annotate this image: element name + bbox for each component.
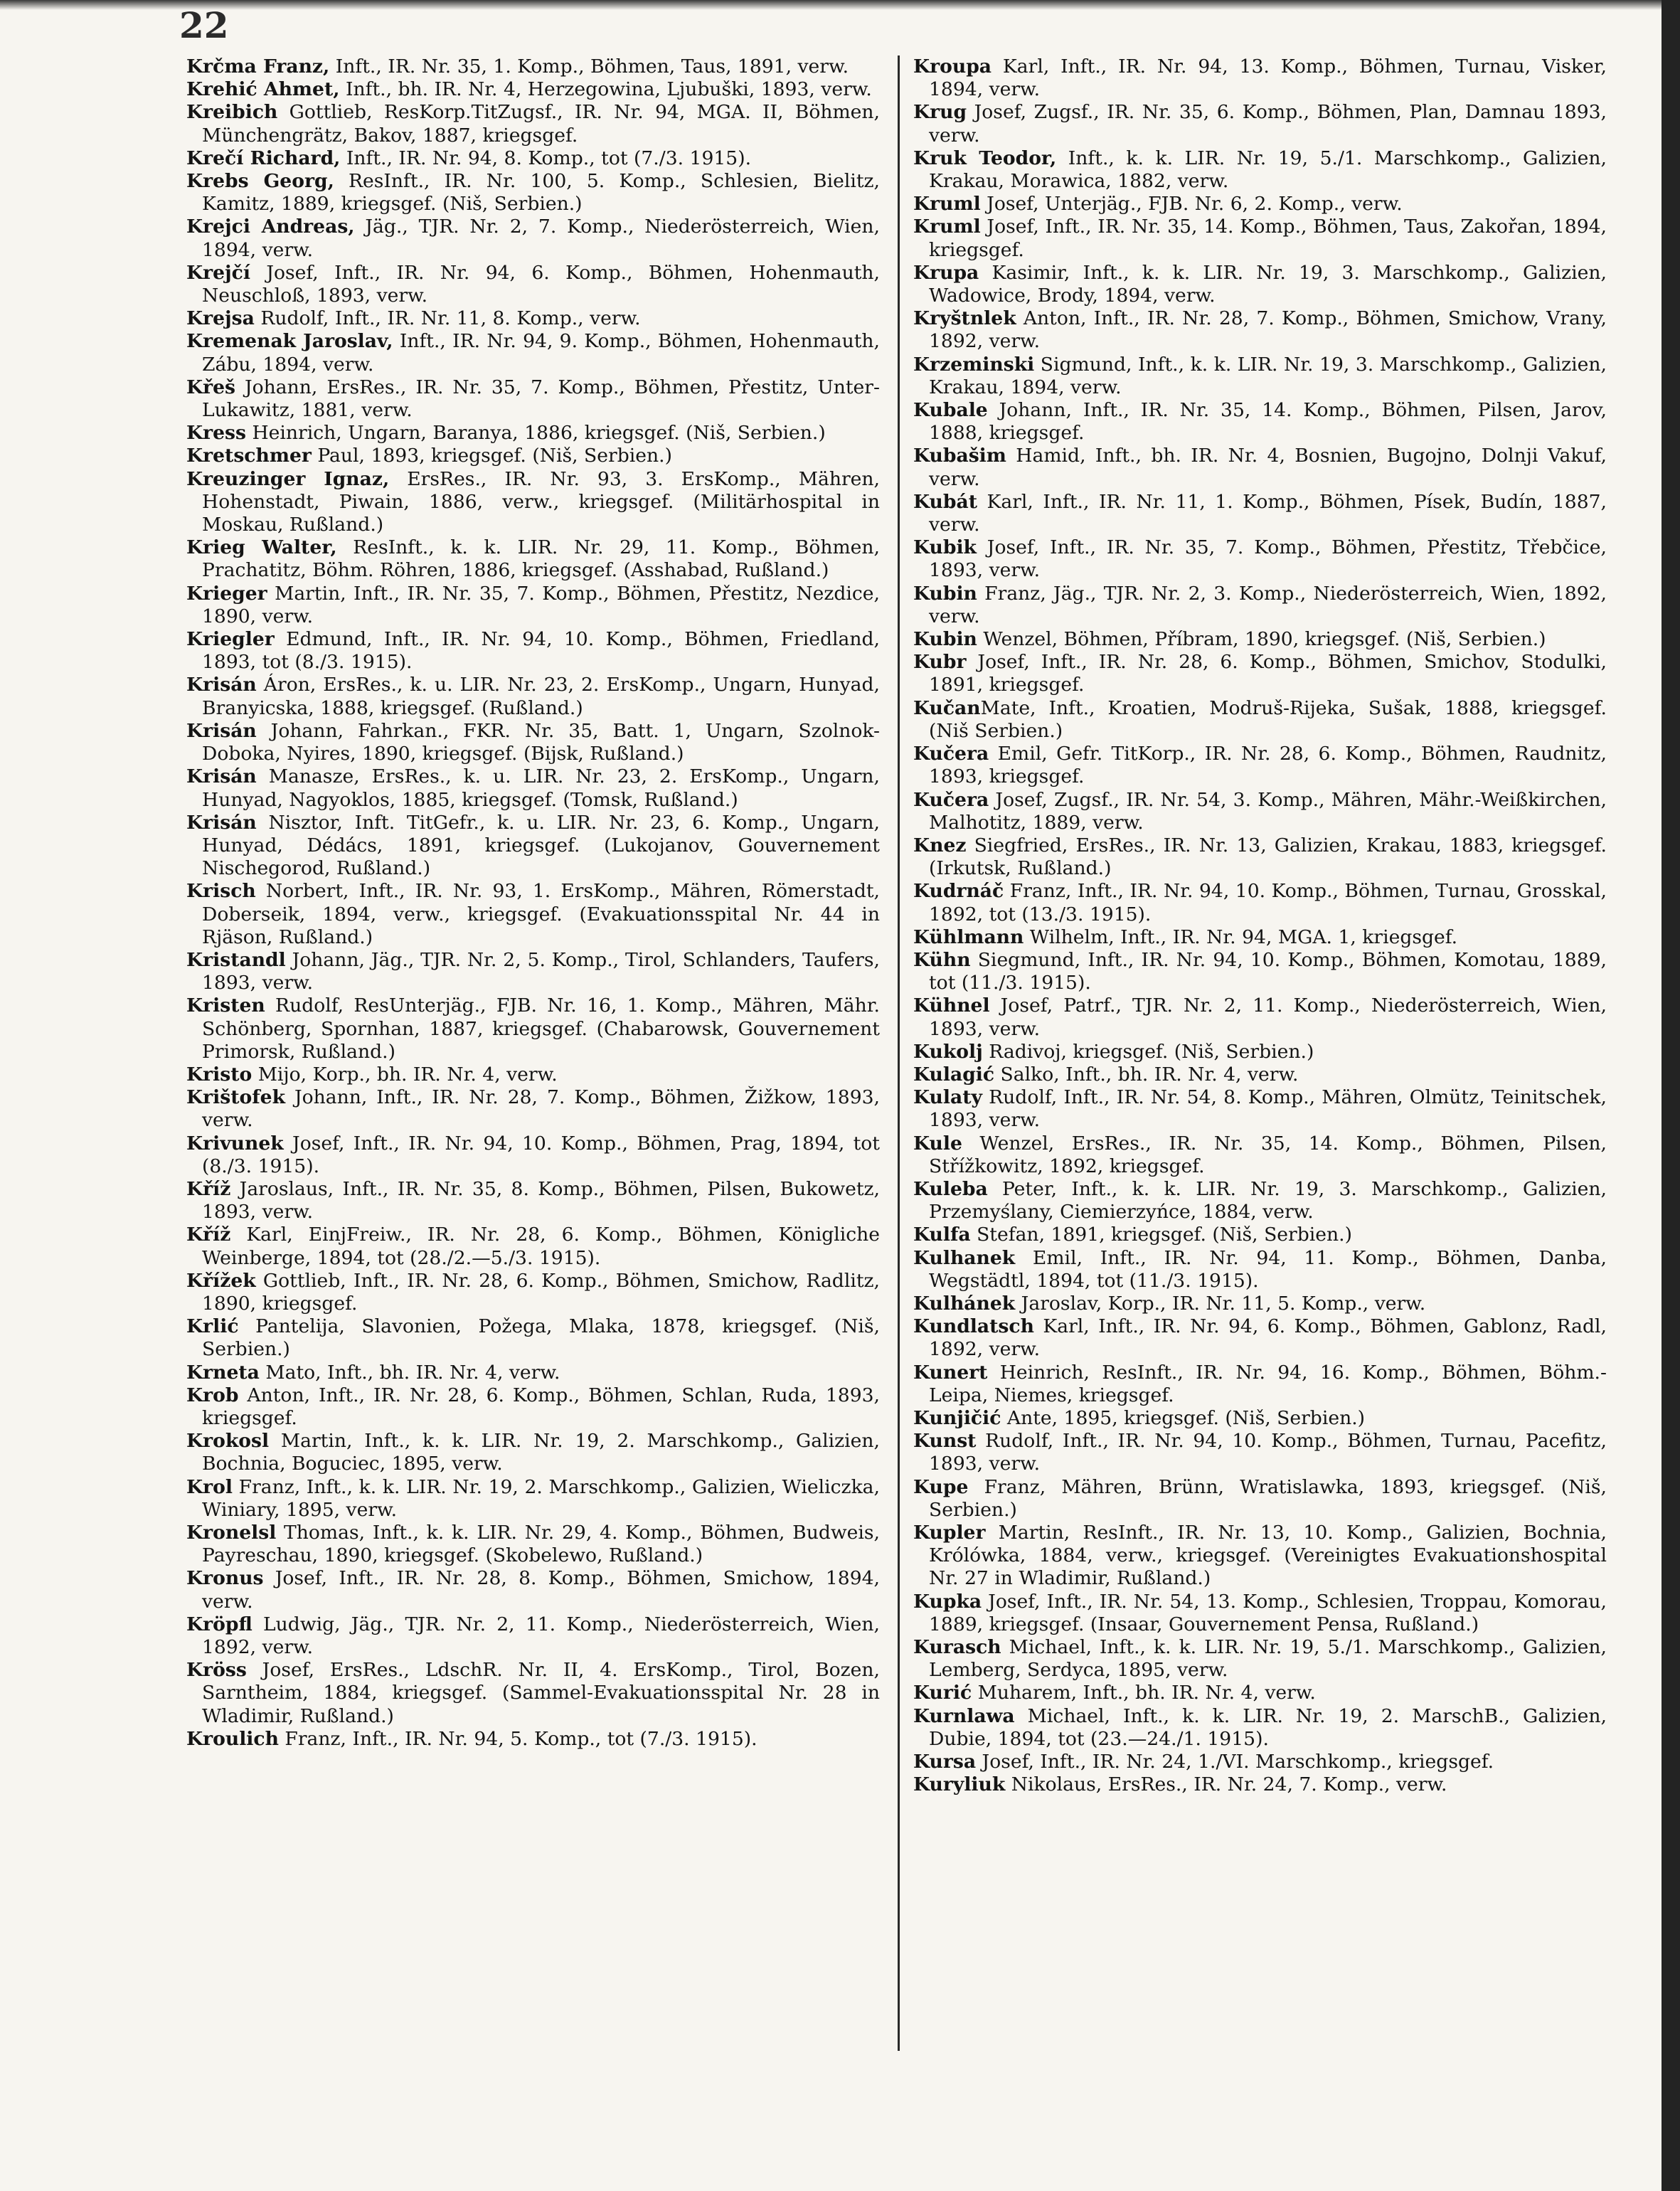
list-entry [186,330,880,376]
entry-details: Anton, Inft., IR. Nr. 28, 7. Komp., Böhmen, Smichow, Vrany, 1892, verw. [929,307,1607,353]
list-entry [913,834,1607,880]
list-entry [186,422,880,445]
entry-details: Karl, EinjFreiw., IR. Nr. 28, 6. Komp., Böhmen, Königliche Weinberge, 1894, tot (28./2.—5./3. 1915). [202,1224,880,1269]
list-entry [186,170,880,216]
list-entry [913,1178,1607,1224]
list-entry [186,1270,880,1315]
entry-surname: Krebs Georg, [186,170,334,193]
list-entry [186,765,880,811]
entry-surname: Kröss [186,1659,247,1682]
list-entry [186,1384,880,1430]
entry-details: Siegmund, Inft., IR. Nr. 94, 10. Komp., Böhmen, Komotau, 1889, tot (11./3. 1915). [929,948,1607,994]
entry-surname: Krejci Andreas, [186,216,355,238]
entry-surname: Kursa [913,1751,977,1773]
entry-details: ResInft., IR. Nr. 100, 5. Komp., Schlesien, Bielitz, Kamitz, 1889, kriegsgef. (Niš, Serbien.) [202,170,880,216]
list-entry [186,1315,880,1361]
entry-surname: Kundlatsch [913,1315,1034,1338]
entry-surname: Kučan [913,696,981,719]
entry-surname: Krokosl [186,1430,270,1453]
entry-surname: Krupa [913,261,979,284]
list-entry [913,399,1607,445]
list-entry [186,1476,880,1522]
entry-surname: Kuleba [913,1177,988,1200]
entry-surname: Kunert [913,1361,988,1384]
entry-details: Jaroslaus, Inft., IR. Nr. 35, 8. Komp., Böhmen, Pilsen, Bukowetz, 1893, verw. [202,1177,880,1224]
entry-surname: Krzeminski [913,353,1035,376]
entry-details: Thomas, Inft., k. k. LIR. Nr. 29, 4. Komp., Böhmen, Budweis, Payreschau, 1890, kriegsgef. (Skobelewo, Rußland.) [202,1522,880,1567]
entry-details: Mijo, Korp., bh. IR. Nr. 4, verw. [252,1063,558,1086]
list-entry [913,536,1607,582]
list-entry [913,926,1607,949]
entry-details: Nikolaus, ErsRes., IR. Nr. 24, 7. Komp., verw. [1005,1773,1447,1796]
list-entry [186,307,880,330]
list-entry [186,376,880,422]
entry-details: Josef, Unterjäg., FJB. Nr. 6, 2. Komp., verw. [980,193,1403,216]
entry-details: Josef, Inft., IR. Nr. 35, 14. Komp., Böhmen, Taus, Zakořan, 1894, kriegsgef. [929,216,1607,261]
entry-surname: Krug [913,101,967,124]
list-entry [186,812,880,881]
entry-surname: Kröpfl [186,1613,252,1635]
list-entry [186,583,880,628]
entry-surname: Kulhanek [913,1246,1016,1269]
entry-surname: Krejčí [186,261,250,284]
list-entry [186,1224,880,1269]
entry-surname: Krieg Walter, [186,536,337,559]
entry-surname: Kupka [913,1590,982,1613]
list-entry [186,1178,880,1224]
entry-details: Josef, Inft., IR. Nr. 54, 13. Komp., Schlesien, Troppau, Komorau, 1889, kriegsgef. (Insaar, Gouvernement Pensa, Rußland.) [929,1590,1607,1635]
list-entry [913,1362,1607,1407]
entry-details: Inft., IR. Nr. 35, 1. Komp., Böhmen, Taus, 1891, verw. [329,55,849,78]
list-entry [186,147,880,170]
list-entry [186,536,880,582]
entry-details: Kasimir, Inft., k. k. LIR. Nr. 19, 3. Marschkomp., Galizien, Wadowice, Brody, 1894, verw. [929,261,1607,307]
entry-surname: Kunst [913,1430,977,1453]
entry-details: Josef, Inft., IR. Nr. 94, 6. Komp., Böhmen, Hohenmauth, Neuschloß, 1893, verw. [202,261,880,307]
entry-details: Martin, Inft., k. k. LIR. Nr. 19, 2. Marschkomp., Galizien, Bochnia, Boguciec, 1895, verw. [202,1430,880,1475]
list-entry [913,1751,1607,1773]
entry-surname: Krlić [186,1315,239,1338]
entry-details: Gottlieb, Inft., IR. Nr. 28, 6. Komp., Böhmen, Smichow, Radlitz, 1890, kriegsgef. [202,1269,880,1315]
entry-details: Wenzel, ErsRes., IR. Nr. 35, 14. Komp., Böhmen, Pilsen, Střížkowitz, 1892, kriegsgef. [929,1132,1607,1177]
entry-surname: Krištofek [186,1086,286,1109]
entry-details: Ludwig, Jäg., TJR. Nr. 2, 11. Komp., Niederösterreich, Wien, 1892, verw. [202,1613,880,1659]
entry-surname: Kroupa [913,55,992,78]
entry-details: Stefan, 1891, kriegsgef. (Niš, Serbien.) [970,1224,1352,1246]
list-entry [913,216,1607,261]
list-entry [913,1041,1607,1063]
entry-details: Franz, Jäg., TJR. Nr. 2, 3. Komp., Niederösterreich, Wien, 1892, verw. [929,582,1607,627]
entry-details: ErsRes., IR. Nr. 93, 3. ErsKomp., Mähren, Hohenstadt, Piwain, 1886, verw., kriegsgef. (Militärhospital in Moskau, Rußland.) [202,467,880,536]
entry-surname: Kříž [186,1177,231,1200]
entry-surname: Kretschmer [186,445,312,467]
entry-details: Josef, Patrf., TJR. Nr. 2, 11. Komp., Niederösterreich, Wien, 1893, verw. [929,994,1607,1040]
entry-surname: Krol [186,1475,233,1498]
entry-details: Rudolf, Inft., IR. Nr. 11, 8. Komp., verw. [254,307,641,330]
entry-details: Josef, Inft., IR. Nr. 35, 7. Komp., Böhmen, Přestitz, Třebčice, 1893, verw. [929,536,1607,582]
list-entry [186,1613,880,1659]
list-entry [913,949,1607,994]
entry-details: Edmund, Inft., IR. Nr. 94, 10. Komp., Böhmen, Friedland, 1893, tot (8./3. 1915). [202,628,880,674]
entry-details: Karl, Inft., IR. Nr. 94, 13. Komp., Böhmen, Turnau, Visker, 1894, verw. [929,55,1607,101]
entry-surname: Kukolj [913,1040,983,1063]
entry-details: Franz, Inft., IR. Nr. 94, 5. Komp., tot (7./3. 1915). [278,1727,757,1750]
entry-surname: Kuryliuk [913,1773,1006,1796]
entry-surname: Kupler [913,1522,986,1544]
entry-surname: Kubale [913,399,988,422]
entry-surname: Krivunek [186,1132,284,1155]
entry-surname: Krisán [186,765,257,788]
list-entry [913,1591,1607,1636]
entry-surname: Kurić [913,1682,972,1704]
entry-details: Anton, Inft., IR. Nr. 28, 6. Komp., Böhmen, Schlan, Ruda, 1893, kriegsgef. [202,1384,880,1429]
entry-surname: Kurasch [913,1636,1001,1659]
entry-surname: Kříž [186,1224,231,1246]
entry-surname: Kronus [186,1567,264,1590]
list-entry [913,743,1607,788]
list-entry [186,216,880,261]
entry-surname: Kulagić [913,1063,995,1086]
entry-details: Karl, Inft., IR. Nr. 11, 1. Komp., Böhmen, Písek, Budín, 1887, verw. [929,490,1607,536]
list-entry [913,1522,1607,1591]
entry-surname: Kulfa [913,1224,971,1246]
entry-surname: Kubin [913,628,977,651]
entry-surname: Kroulich [186,1727,279,1750]
entry-details: Josef, Inft., IR. Nr. 28, 8. Komp., Böhmen, Smichow, 1894, verw. [202,1567,880,1613]
entry-details: Norbert, Inft., IR. Nr. 93, 1. ErsKomp., Mähren, Römerstadt, Doberseik, 1894, verw., kriegsgef. (Evakuationsspital Nr. 44 in Rjäson, Rußland.) [202,880,880,948]
list-entry [913,1773,1607,1796]
list-entry [913,445,1607,490]
entry-surname: Krob [186,1384,239,1406]
entry-surname: Kreibich [186,101,278,124]
entry-details: Josef, Inft., IR. Nr. 24, 1./VI. Marschkomp., kriegsgef. [976,1751,1494,1773]
list-entry [913,994,1607,1040]
entry-details: Johann, Jäg., TJR. Nr. 2, 5. Komp., Tirol, Schlanders, Taufers, 1893, verw. [202,948,880,994]
list-entry [913,583,1607,628]
entry-details: Michael, Inft., k. k. LIR. Nr. 19, 2. MarschB., Galizien, Dubie, 1894, tot (23.—24./1. 1915). [929,1704,1607,1750]
list-entry [913,101,1607,147]
entry-details: Mate, Inft., Kroatien, Modruš-Rijeka, Sušak, 1888, kriegsgef. (Niš Serbien.) [929,696,1607,742]
entry-details: Ante, 1895, kriegsgef. (Niš, Serbien.) [1001,1406,1366,1429]
entry-details: Heinrich, ResInft., IR. Nr. 94, 16. Komp., Böhmen, Böhm.-Leipa, Niemes, kriegsgef. [929,1361,1607,1406]
entry-surname: Kronelsl [186,1522,277,1544]
entry-details: Sigmund, Inft., k. k. LIR. Nr. 19, 3. Marschkomp., Galizien, Krakau, 1894, verw. [929,353,1607,398]
entry-surname: Krneta [186,1361,260,1384]
list-entry [186,468,880,537]
entry-details: Wilhelm, Inft., IR. Nr. 94, MGA. 1, kriegsgef. [1024,925,1458,948]
entry-details: Michael, Inft., k. k. LIR. Nr. 19, 5./1. Marschkomp., Galizien, Lemberg, Serdyca, 1895, verw. [929,1636,1607,1682]
list-entry [913,1063,1607,1086]
list-entry [913,1476,1607,1522]
list-entry [186,101,880,147]
entry-details: Siegfried, ErsRes., IR. Nr. 13, Galizien, Krakau, 1883, kriegsgef. (Irkutsk, Rußland.) [929,834,1607,880]
list-entry [186,1522,880,1567]
entry-surname: Kupe [913,1475,969,1498]
list-entry [186,994,880,1063]
entry-surname: Kubr [913,651,967,674]
list-entry [913,147,1607,193]
entry-surname: Kruk Teodor, [913,147,1057,169]
entry-details: Nisztor, Inft. TitGefr., k. u. LIR. Nr. 23, 6. Komp., Ungarn, Hunyad, Dédács, 1891, kriegsgef. (Lukojanov, Gouvernement Nischegorod, Rußland.) [202,811,880,880]
entry-details: Josef, Inft., IR. Nr. 28, 6. Komp., Böhmen, Smichov, Stodulki, 1891, kriegsgef. [929,651,1607,696]
entry-details: Josef, Zugsf., IR. Nr. 54, 3. Komp., Mähren, Mähr.-Weißkirchen, Malhotitz, 1889, verw. [929,788,1607,834]
entry-details: Rudolf, ResUnterjäg., FJB. Nr. 16, 1. Komp., Mähren, Mähr. Schönberg, Spornhan, 1887, kriegsgef. (Chabarowsk, Gouvernement Primorsk, Rußland.) [202,994,880,1063]
entry-surname: Kubašim [913,445,1006,467]
entry-surname: Krisán [186,674,257,696]
list-entry [913,1705,1607,1751]
list-entry [186,628,880,674]
right-column [913,55,1607,1796]
entry-surname: Krisán [186,811,257,834]
column-divider [898,55,900,2051]
entry-details: Peter, Inft., k. k. LIR. Nr. 19, 3. Marschkomp., Galizien, Przemyślany, Ciemierzyńce, 1884, verw. [929,1177,1607,1224]
list-entry [913,354,1607,399]
list-entry [913,628,1607,651]
entry-details: Josef, Inft., IR. Nr. 94, 10. Komp., Böhmen, Prag, 1894, tot (8./3. 1915). [202,1132,880,1177]
entry-details: Pantelija, Slavonien, Požega, Mlaka, 1878, kriegsgef. (Niš, Serbien.) [202,1315,880,1361]
list-entry [913,1430,1607,1475]
entry-details: Radivoj, kriegsgef. (Niš, Serbien.) [982,1040,1314,1063]
entry-details: ResInft., k. k. LIR. Nr. 29, 11. Komp., Böhmen, Prachatitz, Böhm. Röhren, 1886, kriegsgef. (Asshabad, Rußland.) [202,536,880,582]
list-entry [913,880,1607,925]
page-top-shadow [0,0,1680,10]
list-entry [913,1247,1607,1293]
list-entry [186,55,880,78]
entry-details: Johann, ErsRes., IR. Nr. 35, 7. Komp., Böhmen, Přestitz, Unter-Lukawitz, 1881, verw. [202,376,880,422]
entry-details: Paul, 1893, kriegsgef. (Niš, Serbien.) [311,445,672,467]
entry-surname: Kule [913,1132,962,1155]
entry-details: Emil, Gefr. TitKorp., IR. Nr. 28, 6. Komp., Böhmen, Raudnitz, 1893, kriegsgef. [929,743,1607,788]
entry-details: Manasze, ErsRes., k. u. LIR. Nr. 23, 2. ErsKomp., Ungarn, Hunyad, Nagyoklos, 1885, kriegsgef. (Tomsk, Rußland.) [202,765,880,811]
entry-surname: Kubik [913,536,977,559]
list-entry [913,789,1607,834]
list-entry [186,78,880,101]
list-entry [913,491,1607,536]
entry-details: Gottlieb, ResKorp.TitZugsf., IR. Nr. 94, MGA. II, Böhmen, Münchengrätz, Bakov, 1887, kriegsgef. [202,101,880,147]
entry-details: Áron, ErsRes., k. u. LIR. Nr. 23, 2. ErsKomp., Ungarn, Hunyad, Branyicska, 1888, kriegsgef. (Rußland.) [202,674,880,719]
entry-surname: Kristen [186,994,265,1017]
entry-details: Martin, Inft., IR. Nr. 35, 7. Komp., Böhmen, Přestitz, Nezdice, 1890, verw. [202,582,880,627]
entry-surname: Krejsa [186,307,255,330]
entry-details: Inft., bh. IR. Nr. 4, Herzegowina, Ljubuški, 1893, verw. [339,78,872,101]
list-entry [186,1362,880,1384]
entry-details: Josef, ErsRes., LdschR. Nr. II, 4. ErsKomp., Tirol, Bozen, Sarntheim, 1884, kriegsgef. (Sammel-Evakuationsspital Nr. 28 in Wladimir, Rußland.) [202,1659,880,1727]
list-entry [913,651,1607,696]
entry-details: Josef, Zugsf., IR. Nr. 35, 6. Komp., Böhmen, Plan, Damnau 1893, verw. [929,101,1607,147]
list-entry [186,1086,880,1132]
entry-surname: Kremenak Jaroslav, [186,330,393,353]
entry-surname: Krehić Ahmet, [186,78,340,101]
list-entry [186,262,880,307]
entry-surname: Krčma Franz, [186,55,330,78]
list-entry [186,674,880,719]
list-entry [186,880,880,949]
entry-surname: Kristo [186,1063,252,1086]
entry-details: Karl, Inft., IR. Nr. 94, 6. Komp., Böhmen, Gablonz, Radl, 1892, verw. [929,1315,1607,1361]
list-entry [913,262,1607,307]
list-entry [186,1567,880,1613]
list-entry [913,1132,1607,1178]
entry-details: Jäg., TJR. Nr. 2, 7. Komp., Niederösterreich, Wien, 1894, verw. [202,216,880,261]
page-number: 22 [179,4,229,46]
entry-surname: Krisán [186,719,257,742]
list-entry [913,1407,1607,1430]
list-entry [186,1430,880,1475]
list-entry [186,445,880,467]
entry-surname: Kunjičić [913,1406,1001,1429]
entry-surname: Kulaty [913,1086,982,1109]
entry-details: Martin, ResInft., IR. Nr. 13, 10. Komp., Galizien, Bochnia, Królówka, 1884, verw., kriegsgef. (Vereinigtes Evakuationshospital Nr. 27 in Wladimir, Rußland.) [929,1522,1607,1590]
entry-surname: Kryštnlek [913,307,1016,330]
left-column [186,55,880,1751]
list-entry [913,193,1607,216]
entry-details: Emil, Inft., IR. Nr. 94, 11. Komp., Böhmen, Danba, Wegstädtl, 1894, tot (11./3. 1915). [929,1246,1607,1292]
entry-surname: Kubát [913,490,977,513]
entry-surname: Kučera [913,743,989,765]
entry-details: Mato, Inft., bh. IR. Nr. 4, verw. [259,1361,560,1384]
entry-surname: Kühlmann [913,925,1024,948]
list-entry [913,1636,1607,1682]
entry-details: Inft., IR. Nr. 94, 8. Komp., tot (7./3. 1915). [340,147,752,169]
entry-surname: Kudrnáč [913,880,1004,903]
list-entry [913,1682,1607,1704]
list-entry [913,1293,1607,1315]
entry-surname: Kulhánek [913,1292,1016,1315]
list-entry [186,949,880,994]
entry-details: Wenzel, Böhmen, Příbram, 1890, kriegsgef. (Niš, Serbien.) [977,628,1546,651]
list-entry [913,55,1607,101]
entry-details: Hamid, Inft., bh. IR. Nr. 4, Bosnien, Bugojno, Dolnji Vakuf, verw. [929,445,1607,490]
entry-details: Rudolf, Inft., IR. Nr. 94, 10. Komp., Böhmen, Turnau, Pacefitz, 1893, verw. [929,1430,1607,1475]
page-right-edge [1662,0,1680,2191]
list-entry [913,1315,1607,1361]
list-entry [186,1063,880,1086]
list-entry [186,1659,880,1728]
entry-details: Franz, Inft., IR. Nr. 94, 10. Komp., Böhmen, Turnau, Grosskal, 1892, tot (13./3. 1915). [929,880,1607,925]
entry-surname: Kriegler [186,628,275,651]
entry-details: Muharem, Inft., bh. IR. Nr. 4, verw. [972,1682,1316,1704]
entry-details: Franz, Mähren, Brünn, Wratislawka, 1893, kriegsgef. (Niš, Serbien.) [929,1475,1607,1521]
entry-details: Salko, Inft., bh. IR. Nr. 4, verw. [994,1063,1299,1086]
entry-details: Inft., k. k. LIR. Nr. 19, 5./1. Marschkomp., Galizien, Krakau, Morawica, 1882, verw. [929,147,1607,193]
list-entry [913,307,1607,353]
entry-details: Johann, Inft., IR. Nr. 28, 7. Komp., Böhmen, Žižkow, 1893, verw. [202,1086,880,1132]
entry-surname: Kubin [913,582,977,605]
list-entry [186,1132,880,1178]
entry-surname: Kristandl [186,948,286,971]
entry-details: Johann, Fahrkan., FKR. Nr. 35, Batt. 1, Ungarn, Szolnok-Doboka, Nyires, 1890, kriegsgef. (Bijsk, Rußland.) [202,719,880,765]
list-entry [913,1224,1607,1246]
entry-details: Franz, Inft., k. k. LIR. Nr. 19, 2. Marschkomp., Galizien, Wieliczka, Winiary, 1895, verw. [202,1475,880,1521]
entry-details: Jaroslav, Korp., IR. Nr. 11, 5. Komp., verw. [1015,1292,1426,1315]
entry-surname: Kruml [913,216,981,238]
entry-surname: Křeš [186,376,236,398]
list-entry [913,1086,1607,1132]
entry-surname: Krisch [186,880,256,903]
entry-details: Rudolf, Inft., IR. Nr. 54, 8. Komp., Mähren, Olmütz, Teinitschek, 1893, verw. [929,1086,1607,1132]
entry-surname: Kreuzinger Ignaz, [186,467,390,490]
entry-surname: Kurnlawa [913,1704,1015,1727]
entry-surname: Kühn [913,948,971,971]
entry-details: Heinrich, Ungarn, Baranya, 1886, kriegsgef. (Niš, Serbien.) [246,422,826,445]
entry-surname: Křížek [186,1269,256,1292]
entry-details: Johann, Inft., IR. Nr. 35, 14. Komp., Böhmen, Pilsen, Jarov, 1888, kriegsgef. [929,399,1607,445]
entry-surname: Knez [913,834,967,856]
list-entry [913,697,1607,743]
entry-surname: Kress [186,422,246,445]
entry-surname: Krečí Richard, [186,147,341,169]
list-entry [186,720,880,765]
entry-surname: Krieger [186,582,267,605]
list-entry [186,1728,880,1751]
entry-surname: Kühnel [913,994,990,1017]
entry-surname: Kruml [913,193,981,216]
entry-surname: Kučera [913,788,989,811]
entry-details: Inft., IR. Nr. 94, 9. Komp., Böhmen, Hohenmauth, Zábu, 1894, verw. [202,330,880,376]
